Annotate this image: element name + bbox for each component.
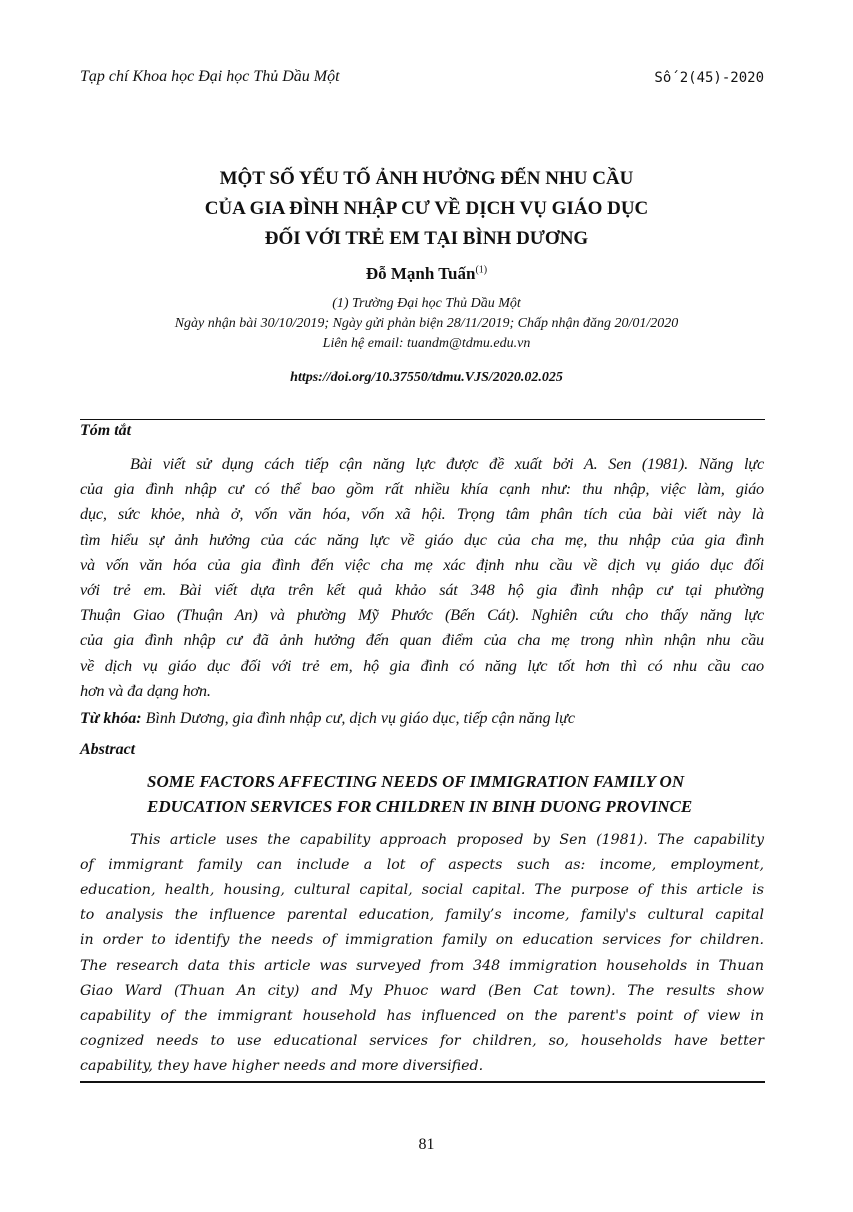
keywords-value: Bình Dương, gia đình nhập cư, dịch vụ giáo dục, tiếp cận năng lực	[145, 710, 575, 727]
page-number: 81	[418, 1136, 435, 1153]
paragraph-line: Thuận Giao (Thuận An) và phường Mỹ Phước (Bến Cát). Nghiên cứu cho thấy năng lực	[80, 605, 764, 625]
title-line: CỦA GIA ĐÌNH NHẬP CƯ VỀ DỊCH VỤ GIÁO DỤC	[204, 198, 649, 219]
paragraph-line: capability, they have higher needs and more diversified.	[80, 1057, 484, 1074]
keywords	[80, 710, 575, 728]
author-name: Đỗ Mạnh Tuấn	[365, 264, 476, 283]
paragraph-line: của gia đình nhập cư đã ảnh hưởng đến quan điểm của cha mẹ trong nhìn nhận nhu cầu	[80, 630, 764, 650]
paragraph-line: với trẻ em. Bài viết dựa trên kết quả khảo sát 348 hộ gia đình nhập cư tại phường	[80, 580, 764, 599]
article-dates: Ngày nhận bài 30/10/2019; Ngày gửi phản biện 28/11/2019; Chấp nhận đăng 20/01/2020	[174, 316, 679, 331]
issue-number: Số 2(45)-2020	[654, 70, 764, 86]
english-title-line: SOME FACTORS AFFECTING NEEDS OF IMMIGRATION FAMILY ON	[147, 772, 685, 791]
paragraph-line: Giao Ward (Thuan An city) and My Phuoc ward (Ben Cat town). The results show	[80, 982, 764, 999]
english-title-line: EDUCATION SERVICES FOR CHILDREN IN BINH DUONG PROVINCE	[147, 797, 693, 816]
keywords-label: Từ khóa:	[80, 710, 142, 727]
journal-name: Tạp chí Khoa học Đại học Thủ Dầu Một	[80, 68, 340, 85]
summary-heading: Tóm tắt	[80, 422, 132, 439]
paragraph-line: This article uses the capability approach proposed by Sen (1981). The capability	[130, 832, 764, 848]
paragraph-line: hơn và đa dạng hơn.	[80, 680, 211, 700]
abstract-heading: Abstract	[80, 741, 136, 758]
paragraph-line: to analysis the influence parental education, family’s income, family's cultural capital	[80, 907, 764, 924]
paragraph-line: of immigrant family can include a lot of aspects such as: income, employment,	[80, 857, 764, 874]
paragraph-line: của gia đình nhập cư có thể bao gồm rất nhiều khía cạnh như: thu nhập, việc làm, giáo	[80, 479, 764, 499]
paragraph-line: The research data this article was surveyed from 348 immigration households in Thuan	[80, 957, 764, 974]
author	[0, 264, 853, 284]
divider	[80, 1081, 765, 1083]
author-affiliation-marker: (1)	[475, 264, 488, 276]
contact-email: Liên hệ email: tuandm@tdmu.edu.vn	[322, 336, 531, 351]
paragraph-line: cognized needs to use educational services for children, so, households have better	[80, 1032, 764, 1049]
paragraph-line: Bài viết sử dụng cách tiếp cận năng lực được đề xuất bởi A. Sen (1981). Năng lực	[130, 454, 764, 473]
title-line: ĐỐI VỚI TRẺ EM TẠI BÌNH DƯƠNG	[264, 228, 589, 249]
doi-link[interactable]: https://doi.org/10.37550/tdmu.VJS/2020.02.025	[290, 370, 563, 385]
paragraph-line: dục, sức khỏe, nhà ở, vốn văn hóa, vốn xã hội. Trọng tâm phân tích của bài viết này là	[80, 504, 764, 524]
paragraph-line: tìm hiểu sự ảnh hưởng của các năng lực về giáo dục của cha mẹ, thu nhập của gia đình	[80, 529, 764, 549]
paragraph-line: và vốn văn hóa của gia đình đến việc cha mẹ xác định nhu cầu về dịch vụ giáo dục đối	[80, 554, 764, 574]
paragraph-line: capability of the immigrant household has influenced on the parent's point of view in	[80, 1007, 764, 1024]
paragraph-line: về dịch vụ giáo dục đối với trẻ em, hộ gia đình có năng lực tốt hơn thì có nhu cầu cao	[80, 655, 764, 675]
paragraph-line: in order to identify the needs of immigration family on education services for children.	[80, 932, 764, 949]
affiliation: (1) Trường Đại học Thủ Dầu Một	[332, 296, 521, 311]
divider	[80, 419, 765, 420]
paragraph-line: education, health, housing, cultural capital, social capital. The purpose of this article is	[80, 882, 764, 899]
title-line: MỘT SỐ YẾU TỐ ẢNH HƯỞNG ĐẾN NHU CẦU	[219, 168, 634, 189]
